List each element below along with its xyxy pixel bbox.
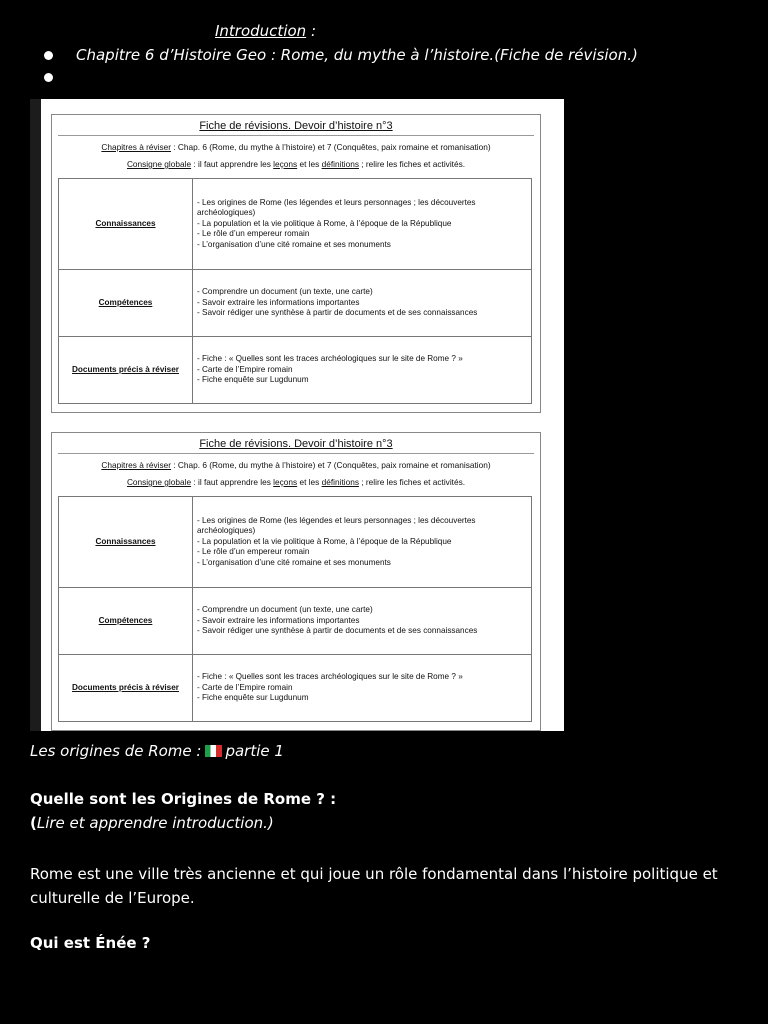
table-row bbox=[59, 588, 532, 655]
revision-sheet-photo bbox=[30, 99, 564, 731]
bullet-text: Chapitre 6 d’Histoire Geo : Rome, du mythe à l’histoire.(Fiche de révision.) bbox=[76, 46, 638, 64]
question-origins: Quelle sont les Origines de Rome ? : bbox=[30, 790, 337, 808]
sheet-title: Fiche de révisions. Devoir d’histoire n°3 bbox=[199, 438, 393, 450]
table-row bbox=[59, 179, 532, 270]
sheet-title: Fiche de révisions. Devoir d’histoire n°3 bbox=[199, 120, 393, 132]
revision-table bbox=[58, 496, 532, 722]
bullet-dot-icon bbox=[44, 51, 53, 60]
chapters-line: Chapitres à réviser : Chap. 6 (Rome, du mythe à l’histoire) et 7 (Conquêtes, paix romaine et romanisation) bbox=[101, 460, 491, 470]
row-content: - Fiche : « Quelles sont les traces archéologiques sur le site de Rome ? » - Carte de l’Empire romain - Fiche enquête sur Lugdunum bbox=[193, 655, 532, 722]
chapters-line: Chapitres à réviser : Chap. 6 (Rome, du mythe à l’histoire) et 7 (Conquêtes, paix romaine et romanisation) bbox=[101, 142, 491, 152]
row-label: Connaissances bbox=[59, 497, 193, 588]
divider bbox=[58, 453, 534, 454]
table-row bbox=[59, 337, 532, 404]
row-label: Documents précis à réviser bbox=[59, 655, 193, 722]
paper-page bbox=[41, 99, 564, 731]
row-content: - Comprendre un document (un texte, une carte) - Savoir extraire les informations importantes - Savoir rédiger une synthèse à partir de documents et de ses connaissances bbox=[193, 270, 532, 337]
question-enee: Qui est Énée ? bbox=[30, 934, 151, 952]
consigne-line: Consigne globale : il faut apprendre les leçons et les définitions ; relire les fiches et activités. bbox=[126, 477, 466, 487]
row-label: Connaissances bbox=[59, 179, 193, 270]
row-content: - Fiche : « Quelles sont les traces archéologiques sur le site de Rome ? » - Carte de l’Empire romain - Fiche enquête sur Lugdunum bbox=[193, 337, 532, 404]
italy-flag-icon bbox=[205, 745, 222, 757]
bullet-dot-icon bbox=[44, 73, 53, 82]
table-row bbox=[59, 497, 532, 588]
section-heading: Les origines de Rome : partie 1 bbox=[30, 742, 284, 760]
row-content: - Les origines de Rome (les légendes et leurs personnages ; les découvertes archéologiques) - La population et la vie politique à Rome, à l’époque de la République - Le rôle d’un empereur romain - L’organisation d’une cité romaine et ses monuments bbox=[193, 497, 532, 588]
revision-sheet-1 bbox=[51, 114, 541, 413]
row-content: - Comprendre un document (un texte, une carte) - Savoir extraire les informations importantes - Savoir rédiger une synthèse à partir de documents et de ses connaissances bbox=[193, 588, 532, 655]
bullet-item bbox=[0, 44, 638, 66]
consigne-line: Consigne globale : il faut apprendre les leçons et les définitions ; relire les fiches et activités. bbox=[126, 159, 466, 169]
revision-table bbox=[58, 178, 532, 404]
bullet-item-empty bbox=[0, 66, 638, 88]
intro-heading bbox=[215, 22, 316, 40]
intro-label: Introduction bbox=[215, 22, 307, 40]
row-label: Compétences bbox=[59, 270, 193, 337]
revision-sheet-2 bbox=[51, 432, 541, 731]
table-row bbox=[59, 655, 532, 722]
table-row bbox=[59, 270, 532, 337]
divider bbox=[58, 135, 534, 136]
instruction: (Lire et apprendre introduction.) bbox=[30, 814, 274, 832]
row-content: - Les origines de Rome (les légendes et leurs personnages ; les découvertes archéologiques) - La population et la vie politique à Rome, à l’époque de la République - Le rôle d’un empereur romain - L’organisation d’une cité romaine et ses monuments bbox=[193, 179, 532, 270]
row-label: Compétences bbox=[59, 588, 193, 655]
intro-suffix: : bbox=[306, 22, 316, 40]
intro-paragraph: Rome est une ville très ancienne et qui joue un rôle fondamental dans l’histoire politique et culturelle de l’Europe. bbox=[30, 865, 718, 907]
row-label: Documents précis à réviser bbox=[59, 337, 193, 404]
bullet-list bbox=[0, 44, 638, 88]
